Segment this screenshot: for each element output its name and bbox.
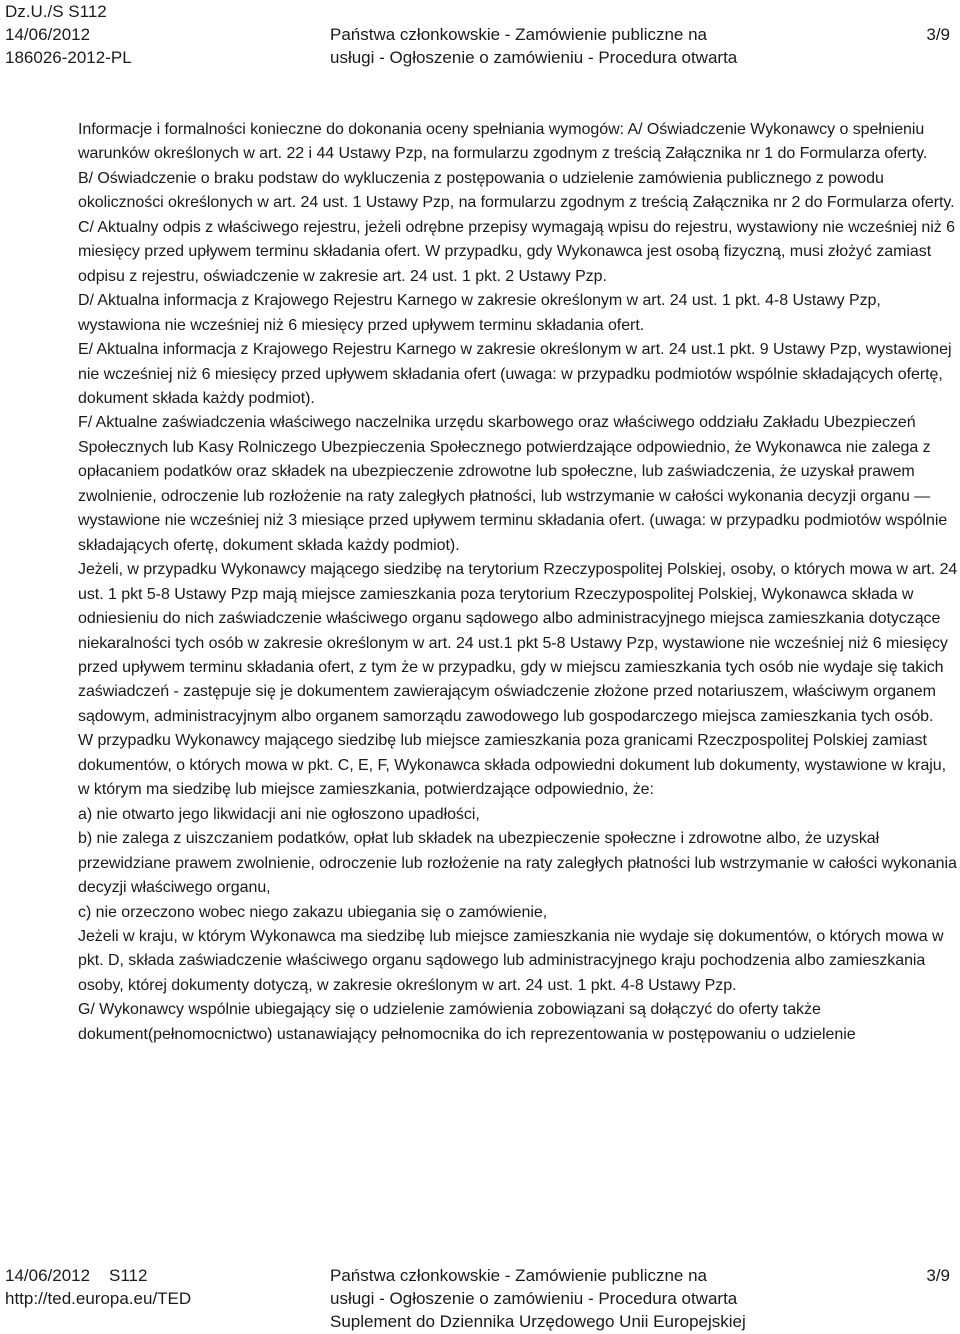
- page-footer-left: [5, 1264, 191, 1310]
- header-title-line-2: usługi - Ogłoszenie o zamówieniu - Procedura otwarta: [330, 48, 738, 67]
- header-page-number: 3/9: [926, 25, 950, 44]
- paragraph-requirements-b: B/ Oświadczenie o braku podstaw do wykluczenia z postępowania o udzielenie zamówienia publicznego z powodu okoliczności określonych w art. 24 ust. 1 Ustawy Pzp, na formularzu zgodnym z treścią Załącznika nr 2 do Formularza oferty.: [78, 169, 955, 212]
- paragraph-requirements-e: E/ Aktualna informacja z Krajowego Rejestru Karnego w zakresie określonym w art. 24 ust.1 pkt. 9 Ustawy Pzp, wystawionej nie wcześniej niż 6 miesięcy przed upływem składania ofert (uwaga: w przypadku podmiotów wspólnie składających ofertę, dokument składa każdy podmiot).: [78, 341, 952, 407]
- footer-title-line-3: Suplement do Dziennika Urzędowego Unii Europejskiej: [330, 1312, 746, 1331]
- footer-title-line-1: Państwa członkowskie - Zamówienie publiczne na: [330, 1266, 708, 1285]
- footer-series: S112: [109, 1266, 148, 1285]
- paragraph-requirements-c: C/ Aktualny odpis z właściwego rejestru, jeżeli odrębne przepisy wymagają wpisu do rejestru, wystawiony nie wcześniej niż 6 miesięcy przed upływem terminu składania ofert. W przypadku, gdy Wykonawca jest osobą fizyczną, musi złożyć zamiast odpisu z rejestru, oświadczenie w zakresie art. 24 ust. 1 pkt. 2 Ustawy Pzp.: [78, 218, 955, 285]
- footer-title-line-2: usługi - Ogłoszenie o zamówieniu - Procedura otwarta: [330, 1289, 738, 1308]
- footer-url-link[interactable]: http://ted.europa.eu/TED: [5, 1289, 192, 1308]
- paragraph-no-documents: Jeżeli w kraju, w którym Wykonawca ma siedzibę lub miejsce zamieszkania nie wydaje się dokumentów, o których mowa w pkt. D, składa zaświadczenie właściwego organu sądowego lub administracyjnego kraju pochodzenia albo zamieszkania osoby, której dokumenty dotyczą, w zakresie określonym w art. 24 ust. 1 pkt. 4-8 Ustawy Pzp.: [78, 927, 944, 994]
- document-body: [78, 118, 958, 1047]
- footer-date-series: [5, 1264, 191, 1287]
- list-item-b: b) nie zalega z uiszczaniem podatków, opłat lub składek na ubezpieczenie społeczne i zdrowotne albo, że uzyskał przewidziane prawem zwolnienie, odroczenie lub rozłożenie na raty zaległych płatności lub wstrzymanie w całości wykonania decyzji właściwego organu,: [78, 830, 957, 897]
- page-header-left: [5, 0, 132, 69]
- paragraph-requirements-d: D/ Aktualna informacja z Krajowego Rejestru Karnego w zakresie określonym w art. 24 ust. 1 pkt. 4-8 Ustawy Pzp, wystawiona nie wcześniej niż 6 miesięcy przed upływem terminu składania ofert.: [78, 292, 881, 334]
- footer-date: 14/06/2012: [5, 1266, 91, 1285]
- page-header-page-number: [926, 23, 950, 46]
- header-date: 14/06/2012: [5, 25, 91, 44]
- journal-reference: Dz.U./S S112: [5, 2, 107, 21]
- footer-page-number: 3/9: [926, 1266, 950, 1285]
- paragraph-foreign-residents: Jeżeli, w przypadku Wykonawcy mającego siedzibę na terytorium Rzeczypospolitej Polskiej, osoby, o których mowa w art. 24 ust. 1 pkt 5-8 Ustawy Pzp mają miejsce zamieszkania poza terytorium Rzeczypospolitej Polskiej, Wykonawca składa w odniesieniu do nich zaświadczenie właściwego organu sądowego albo administracyjnego miejsca zamieszkania dotyczące niekaralności tych osób w zakresie określonym w art. 24 ust.1 pkt 5-8 Ustawy Pzp, wystawione nie wcześniej niż 6 miesięcy przed upływem terminu składania ofert, z tym że w przypadku, gdy w miejscu zamieszkania tych osób nie wydaje się takich zaświadczeń - zastępuje się je dokumentem zawierającym oświadczenie złożone przed notariuszem, właściwym organem sądowym, administracyjnym albo organem samorządu zawodowego lub gospodarczego miejsca zamieszkania tych osób.: [78, 561, 958, 725]
- page-footer-page-number: [926, 1264, 950, 1287]
- list-item-c: c) nie orzeczono wobec niego zakazu ubiegania się o zamówienie,: [78, 903, 548, 921]
- page-footer-title: [330, 1264, 746, 1333]
- paragraph-requirements-f: F/ Aktualne zaświadczenia właściwego naczelnika urzędu skarbowego oraz właściwego oddziału Zakładu Ubezpieczeń Społecznych lub Kasy Rolniczego Ubezpieczenia Społecznego potwierdzające odpowiednio, że Wykonawca nie zalega z opłacaniem podatków oraz składek na ubezpieczenie zdrowotne lub społeczne, lub zaświadczenia, że uzyskał prawem zwolnienie, odroczenie lub rozłożenie na raty zaległych płatności, lub wstrzymanie w całości wykonania decyzji organu — wystawione nie wcześniej niż 3 miesiące przed upływem terminu składania ofert. (uwaga: w przypadku podmiotów wspólnie składających ofertę, dokument składa każdy podmiot).: [78, 414, 948, 554]
- list-item-a: a) nie otwarto jego likwidacji ani nie ogłoszono upadłości,: [78, 805, 480, 823]
- header-title-line-1: Państwa członkowskie - Zamówienie publiczne na: [330, 25, 708, 44]
- paragraph-requirements-g: G/ Wykonawcy wspólnie ubiegający się o udzielenie zamówienia zobowiązani są dołączyć do oferty także dokument(pełnomocnictwo) ustanawiający pełnomocnika do ich reprezentowania w postępowaniu o udzielenie: [78, 1001, 856, 1043]
- paragraph-foreign-contractor: W przypadku Wykonawcy mającego siedzibę lub miejsce zamieszkania poza granicami Rzeczpospolitej Polskiej zamiast dokumentów, o których mowa w pkt. C, E, F, Wykonawca składa odpowiedni dokument lub dokumenty, wystawione w kraju, w którym ma siedzibę lub miejsce zamieszkania, potwierdzające odpowiednio, że:: [78, 732, 947, 799]
- page-header-title: [330, 23, 737, 69]
- document-id: 186026-2012-PL: [5, 48, 132, 67]
- paragraph-requirements-a: Informacje i formalności konieczne do dokonania oceny spełniania wymogów: A/ Oświadczenie Wykonawcy o spełnieniu warunków określonych w art. 22 i 44 Ustawy Pzp, na formularzu zgodnym z treścią Załącznika nr 1 do Formularza oferty.: [78, 121, 928, 163]
